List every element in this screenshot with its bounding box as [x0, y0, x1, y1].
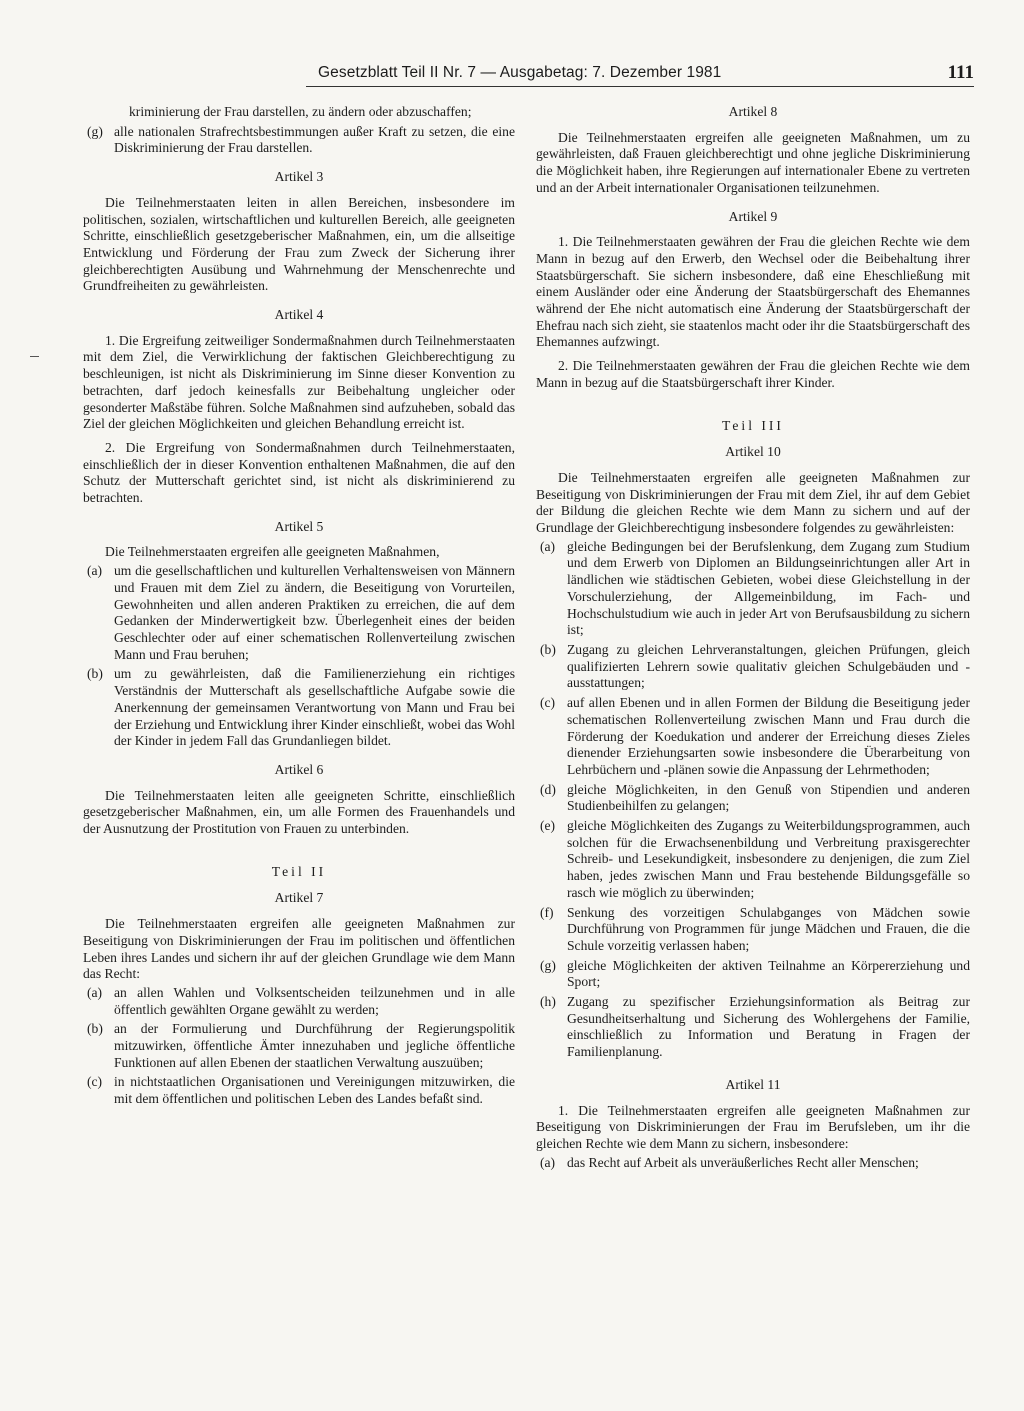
article-10-intro: Die Teilnehmerstaaten ergreifen alle geeigneten Maßnahmen zur Beseitigung von Diskriminierungen der Frau mit dem Ziel, ihr auf dem Gebiet der Bildung die gleichen Rechte wie dem Mann zu sichern und auf der Grundlage der Gleichberechtigung insbesondere folgendes zu gewährleisten:: [536, 469, 970, 536]
list-item: [536, 782, 970, 815]
item-text: Senkung des vorzeitigen Schulabganges von Mädchen sowie Durchführung von Programmen für junge Mädchen und Frauen, die die Schule vorzeitig verlassen haben;: [567, 904, 970, 953]
article-6-text: Die Teilnehmerstaaten leiten alle geeigneten Schritte, einschließlich gesetzgeberischer Maßnahmen, ein, um alle Formen des Frauenhandels und der Ausnutzung der Prostitution von Frauen zu unterbinden.: [83, 787, 515, 837]
item-label: (a): [87, 563, 103, 579]
article-4-heading: Artikel 4: [274, 307, 324, 323]
item-label: (b): [87, 1021, 103, 1037]
article-5-intro: Die Teilnehmerstaaten ergreifen alle geeigneten Maßnahmen,: [105, 544, 440, 560]
article-10-heading: Artikel 10: [725, 444, 781, 460]
item-label: (a): [540, 1154, 556, 1170]
item-text: gleiche Bedingungen bei der Berufslenkung, dem Zugang zum Studium und dem Erwerb von Diplomen an Bildungseinrichtungen aller Art in ländlichen wie städtischen Gebieten, wobei diese Gleichstellung in der Vorschulerziehung, der Allgemeinbildung, im Fach- und Hochschulstudium wie auch in jeder Art von Berufsausbildung zu sichern ist;: [567, 538, 970, 638]
list-item: [83, 1074, 515, 1107]
article-7-intro: Die Teilnehmerstaaten ergreifen alle geeigneten Maßnahmen zur Beseitigung von Diskriminierungen der Frau im politischen und öffentlichen Leben ihres Landes und sichern ihr auf der gleichen Grundlage wie dem Mann das Recht:: [83, 916, 515, 982]
item-label: (a): [87, 984, 103, 1000]
article-7-heading: Artikel 7: [274, 890, 324, 906]
item-text: um die gesellschaftlichen und kulturellen Verhaltensweisen von Männern und Frauen mit dem Ziel zu ändern, die Beseitigung von Vorurteilen, Gewohnheiten und allen anderen Praktiken zu erreichen, die auf dem Gedanken der Minderwertigkeit bzw. Überlegenheit eines der beiden Geschlechter oder auf einer schematischen Rollenverteilung zwischen Mann und Frau beruhen;: [114, 563, 515, 662]
list-item: [536, 695, 970, 779]
list-item: [536, 818, 970, 902]
list-item: [536, 539, 970, 639]
item-label: (g): [540, 957, 556, 973]
part-3-heading: Teil III: [722, 417, 784, 433]
list-item: [536, 642, 970, 692]
item-text: gleiche Möglichkeiten der aktiven Teilnahme an Körpererziehung und Sport;: [567, 957, 970, 990]
item-text: das Recht auf Arbeit als unveräußerliches Recht aller Menschen;: [567, 1154, 919, 1170]
item-text: gleiche Möglichkeiten, in den Genuß von Stipendien und anderen Studienbeihilfen zu gelangen;: [567, 781, 970, 814]
item-label: (b): [87, 666, 103, 682]
article-11-heading: Artikel 11: [725, 1076, 781, 1092]
right-column: [536, 104, 970, 1174]
article-6-heading: Artikel 6: [274, 761, 324, 777]
header-title: Gesetzblatt Teil II Nr. 7 — Ausgabetag: 7. Dezember 1981: [318, 64, 722, 81]
item-text: auf allen Ebenen und in allen Formen der Bildung die Beseitigung jeder schematischen Rollenverteilung zwischen Mann und Frau durch die Förderung der Koedukation und anderer der Erreichung dieses Zieles dienender Erziehungsarten sowie insbesondere die Überarbeitung von Lehrbüchern und -plänen sowie die Anpassung der Lehrmethoden;: [567, 695, 970, 777]
list-item: [536, 1155, 970, 1172]
item-f-continuation: kriminierung der Frau darstellen, zu ändern oder abzuschaffen;: [129, 104, 472, 119]
article-9-paragraph-1: 1. Die Teilnehmerstaaten gewähren der Frau die gleichen Rechte wie dem Mann in bezug auf den Erwerb, den Wechsel oder die Beibehaltung ihrer Staatsbürgerschaft. Sie sichern insbesondere, daß eine Eheschließung mit einem Ausländer oder eine Änderung der Staatsbürgerschaft des Ehemannes während der Ehe nicht automatisch eine Änderung der Staatsbürgerschaft der Ehefrau nach sich zieht, sie staatenlos macht oder ihr die Staatsbürgerschaft des Ehemannes aufzwingt.: [536, 234, 970, 350]
list-item: [83, 563, 515, 663]
item-label: (g): [87, 123, 103, 139]
part-2-heading: Teil II: [271, 863, 327, 879]
list-item: [536, 905, 970, 955]
list-item: [83, 985, 515, 1018]
item-label: (e): [540, 818, 556, 834]
header-rule: [306, 86, 974, 87]
item-text: alle nationalen Strafrechtsbestimmungen außer Kraft zu setzen, die eine Diskriminierung der Frau darstellen.: [114, 123, 515, 156]
article-8-heading: Artikel 8: [728, 104, 778, 119]
item-label: (d): [540, 781, 556, 797]
list-item: [536, 958, 970, 991]
list-item: [83, 666, 515, 750]
article-3-text: Die Teilnehmerstaaten leiten in allen Bereichen, insbesondere im politischen, sozialen, wirtschaftlichen und kulturellen Bereich, alle geeigneten Schritte, einschließlich gesetzgeberischer Maßnahmen, ein, um die allseitige Entwicklung und Förderung der Frau zum Zweck der Sicherung ihrer gleichberechtigten Ausübung und Wahrnehmung der Menschenrechte und Grundfreiheiten zu gewährleisten.: [83, 194, 515, 294]
article-9-heading: Artikel 9: [728, 208, 778, 224]
article-4-paragraph-1: 1. Die Ergreifung zeitweiliger Sondermaßnahmen durch Teilnehmerstaaten mit dem Ziel, die Verwirklichung der faktischen Gleichberechtigung zu beschleunigen, ist nicht als Diskriminierung im Sinne dieser Konvention zu betrachten, darf jedoch keinesfalls zur Beibehaltung ungleicher oder gesonderter Maßstäbe führen. Solche Maßnahmen sind aufzuheben, sobald das Ziel der gleichen Möglichkeiten und gleichen Behandlung erreicht ist.: [83, 332, 515, 432]
item-text: um zu gewährleisten, daß die Familienerziehung ein richtiges Verständnis der Mutterschaft als gesellschaftliche Aufgabe sowie die Anerkennung der gemeinsamen Verantwortung von Mann und Frau bei der Erziehung und Entwicklung ihrer Kinder einschließt, wobei das Wohl der Kinder in jedem Fall das Grundanliegen bildet.: [114, 666, 515, 749]
item-label: (h): [540, 994, 556, 1010]
item-label: (a): [540, 538, 556, 554]
margin-mark: [30, 356, 39, 357]
list-item: [83, 1021, 515, 1071]
article-3-heading: Artikel 3: [274, 169, 324, 185]
item-text: in nichtstaatlichen Organisationen und Vereinigungen mitzuwirken, die mit dem öffentlichen und politischen Leben des Landes befaßt sind.: [114, 1074, 515, 1107]
article-9-paragraph-2: 2. Die Teilnehmerstaaten gewähren der Frau die gleichen Rechte wie dem Mann in bezug auf die Staatsbürgerschaft ihrer Kinder.: [536, 358, 970, 390]
article-5-heading: Artikel 5: [274, 518, 324, 534]
item-text: Zugang zu gleichen Lehrveranstaltungen, gleichen Prüfungen, gleich qualifizierten Lehrern sowie qualitativ gleichen Schulgebäuden und -ausstattungen;: [567, 641, 970, 691]
item-label: (c): [87, 1074, 103, 1090]
list-item: [536, 994, 970, 1061]
article-8-text: Die Teilnehmerstaaten ergreifen alle geeigneten Maßnahmen, um zu gewährleisten, daß Frauen gleichberechtigt und ohne jegliche Diskriminierung die Möglichkeit haben, ihre Regierungen auf internationaler Ebene zu vertreten und an der Arbeit internationaler Organisationen teilzunehmen.: [536, 129, 970, 195]
list-item: [83, 124, 515, 157]
page-number: 111: [947, 62, 974, 83]
item-label: (f): [540, 904, 554, 920]
article-11-intro: 1. Die Teilnehmerstaaten ergreifen alle geeigneten Maßnahmen zur Beseitigung von Diskriminierungen der Frau im Berufsleben, um ihr die gleichen Rechte wie dem Mann zu sichern, insbesondere:: [536, 1102, 970, 1151]
item-text: Zugang zu spezifischer Erziehungsinformation als Beitrag zur Gesundheitserhaltung und Sicherung des Wohlergehens der Familie, einschließlich zu Information und Beratung in Fragen der Familienplanung.: [567, 994, 970, 1060]
page-header: [306, 64, 974, 88]
item-label: (b): [540, 641, 556, 657]
item-text: gleiche Möglichkeiten des Zugangs zu Weiterbildungsprogrammen, auch solchen für die Erwachsenenbildung und Verbreitung praxisgerechter Schreib- und Lesekundigkeit, insbesondere zu denjenigen, die zum Ziel haben, jedes zwischen Mann und Frau bestehende Bildungsgefälle so rasch wie möglich zu überwinden;: [567, 818, 970, 900]
item-text: an der Formulierung und Durchführung der Regierungspolitik mitzuwirken, öffentliche Ämter innezuhaben und jegliche öffentliche Funktionen auf allen Ebenen der staatlichen Verwaltung auszuüben;: [114, 1021, 515, 1070]
left-column: [83, 104, 515, 1111]
item-label: (c): [540, 695, 556, 711]
article-4-paragraph-2: 2. Die Ergreifung von Sondermaßnahmen durch Teilnehmerstaaten, einschließlich der in dieser Konvention enthaltenen Maßnahmen, die auf den Schutz der Mutterschaft gerichtet sind, ist nicht als diskriminierend zu betrachten.: [83, 439, 515, 506]
item-text: an allen Wahlen und Volksentscheiden teilzunehmen und in alle öffentlich gewählten Organe gewählt zu werden;: [114, 984, 515, 1017]
